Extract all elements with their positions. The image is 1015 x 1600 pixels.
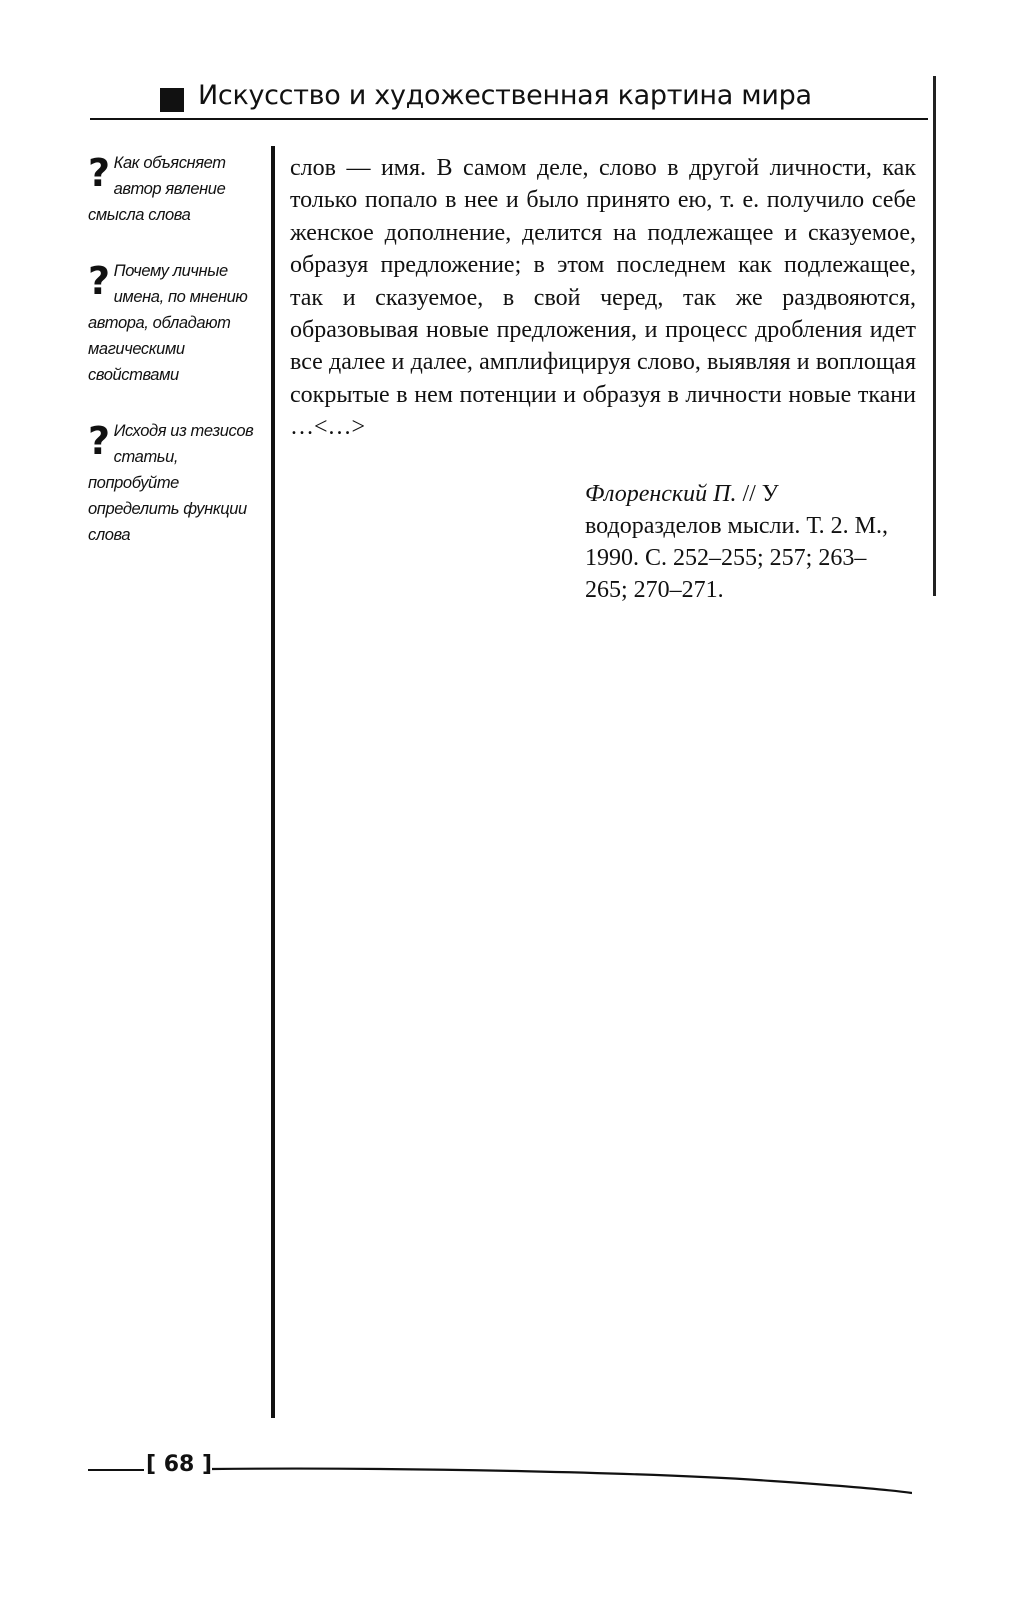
- page-number: [ 68 ]: [146, 1452, 213, 1477]
- question-mark-icon: ?: [88, 151, 110, 195]
- margin-question: [88, 418, 264, 548]
- margin-question-text: Исходя из тезисов статьи, попробуйте определить функции слова: [88, 422, 254, 544]
- right-edge-rule: [933, 76, 936, 596]
- body-paragraph: слов — имя. В самом деле, слово в другой личности, как только попало в нее и было принято ею, т. е. получило себе женское дополнение, делится на подлежащее и сказуемое, образуя предложение; в этом последнем как подлежащее, так и сказуемое, в свой черед, так же раздвояются, образовывая новые предложения, и процесс дробления идет все далее и далее, амплифицируя слово, выявляя и воплощая сокрытые в нем потенции и образуя в личности новые ткани …<…>: [290, 155, 916, 441]
- margin-question-text: Почему личные имена, по мнению автора, обладают магическими свойствами: [88, 262, 248, 384]
- column-divider: [271, 146, 275, 1418]
- margin-questions: [88, 150, 264, 578]
- running-header: [90, 78, 928, 122]
- header-rule: [90, 118, 928, 120]
- footer-rule-left: [88, 1469, 144, 1471]
- citation-author: Флоренский П.: [585, 481, 737, 507]
- question-mark-icon: ?: [88, 419, 110, 463]
- source-citation: [585, 478, 905, 606]
- footer-rule-right: [212, 1465, 912, 1505]
- question-mark-icon: ?: [88, 259, 110, 303]
- running-header-title: Искусство и художественная картина мира: [198, 80, 812, 111]
- citation-source: // У водоразделов мысли. Т. 2. М., 1990. С. 252–255; 257; 263–265; 270–271.: [585, 481, 888, 603]
- main-text-column: [290, 152, 916, 444]
- margin-question: [88, 258, 264, 388]
- header-square-marker: [160, 88, 184, 112]
- margin-question: [88, 150, 264, 228]
- margin-question-text: Как объясняет автор явление смысла слова: [88, 154, 226, 224]
